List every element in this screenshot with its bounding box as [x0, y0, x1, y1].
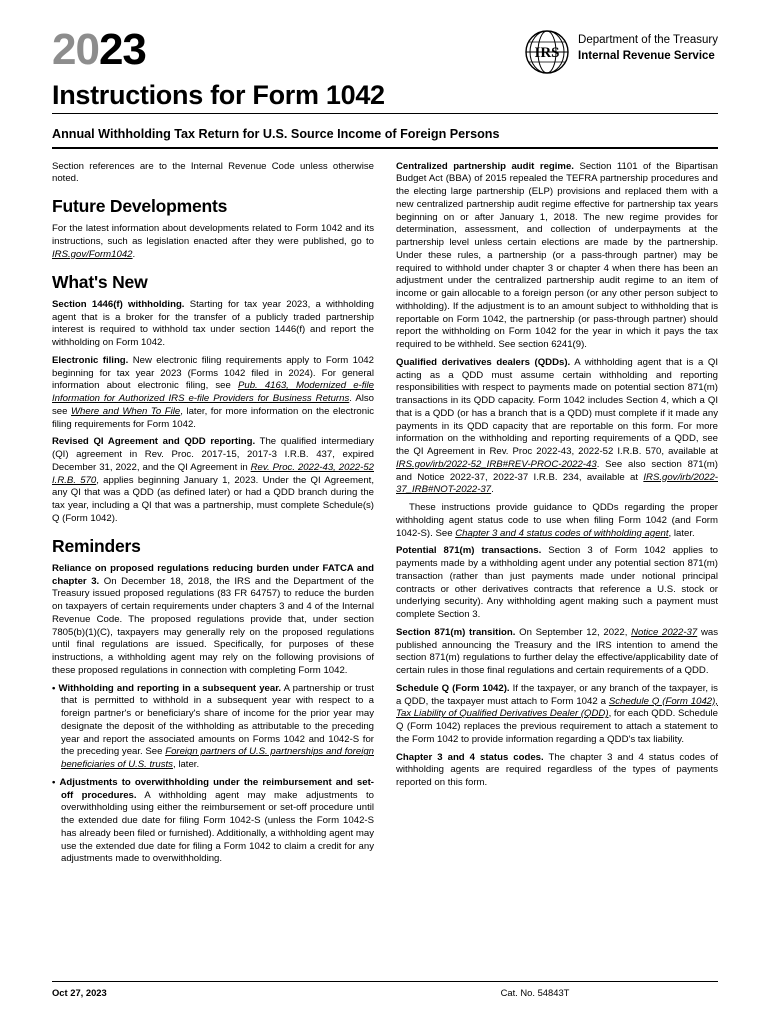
page-footer: [52, 981, 718, 998]
title-rule: [52, 113, 718, 114]
body-qdd-c: .: [491, 484, 494, 496]
masthead: [52, 26, 718, 74]
agency-dept-line: Department of the Treasury: [578, 34, 718, 46]
irs-form-1042-link[interactable]: IRS.gov/Form1042: [52, 248, 133, 260]
body-electronic-filing-c: , later, for more information on the electronic filing requirements for Form 1042.: [52, 405, 374, 430]
body-subsequent-year-b: , later.: [172, 759, 200, 771]
schedule-q-link[interactable]: Schedule Q (Form 1042), Tax Liability of Qualified Derivatives Dealer (QDD): [396, 695, 718, 720]
body-status-codes: The chapter 3 and 4 status codes of withholding agents are required regardless of the types of payments reported on this form.: [396, 751, 719, 788]
run-in-schedule-q: Schedule Q (Form 1042).: [396, 682, 510, 694]
agency-block: [525, 30, 718, 74]
run-in-subsequent-year: Withholding and reporting in a subsequent year.: [58, 682, 282, 694]
tax-year-prefix: 20: [52, 25, 99, 74]
body-qdd-guidance-b: , later.: [668, 527, 695, 539]
run-in-871m-transition: Section 871(m) transition.: [396, 626, 516, 638]
body-electronic-filing-a: New electronic filing requirements apply to Form 1042 beginning for tax year 2023 (Forms 1042 filed in 2024). For general information about electronic filing, see: [52, 354, 374, 392]
heading-whats-new: What's New: [52, 271, 148, 292]
body-qi-agreement-b: , applies beginning January 1, 2023. Under the QI Agreement, any QI that was a QDD (as defined later) or had a QDD branch during the tax year, including a QI that was a partnership, must complete Schedule(s) Q (Form 1042).: [52, 474, 374, 524]
para-qdd: [396, 357, 718, 497]
body-schedule-q-b: , for each QDD. Schedule Q (Form 1042) replaces the previous requirement to attach a statement to the Form 1042 to provide information regarding a QDD's tax liability.: [396, 708, 718, 745]
bullet-subsequent-year: [52, 683, 374, 772]
footer-date: Oct 27, 2023: [52, 987, 107, 998]
run-in-qdd: Qualified derivatives dealers (QDDs).: [396, 356, 571, 368]
body-871m-transition-b: was published announcing the Treasury and the IRS intention to amend the section 871(m) regulations to further delay the effective/applicability date of certain rules in those final regulations and certain requirements of a QDD.: [396, 626, 719, 676]
para-centralized-audit-regime: [396, 161, 718, 352]
run-in-qi-agreement: Revised QI Agreement and QDD reporting.: [52, 436, 256, 448]
body-reliance: On December 18, 2018, the IRS and the Department of the Treasury issued proposed regulations (83 FR 64757) to reduce the burden on taxpayers of certain requirements under chapters 3 and 4 of the Internal Revenue Code. The proposed regulations provide that, under section 7805(b)(1)(C), taxpayers may generally rely on the proposed regulations until final regulations are issued. Specifically, for purposes of these instructions, a withholding agent may rely on the following provisions of these proposed regulations in connection with completing Form 1042.: [52, 575, 374, 676]
future-text-a: For the latest information about developments related to Form 1042 and its instructions, such as legislation enacted after they were published, go to: [52, 223, 374, 248]
body-electronic-filing-b: . Also see: [52, 393, 375, 417]
para-871m-transition: [396, 627, 718, 678]
page-title: Instructions for Form 1042: [52, 80, 385, 110]
para-status-codes: [396, 752, 718, 790]
irb-2022-52-link[interactable]: IRS.gov/irb/2022-52_IRB#REV-PROC-2022-43: [396, 458, 597, 470]
page-subtitle: Annual Withholding Tax Return for U.S. Source Income of Foreign Persons: [52, 127, 500, 141]
agency-irs-line: Internal Revenue Service: [578, 49, 715, 62]
section-reference-note: Section references are to the Internal Revenue Code unless otherwise noted.: [52, 160, 374, 185]
body-subsequent-year-a: A partnership or trust that is permitted to withhold in a subsequent year with respect to a foreign partner's or beneficiary's share of income for the prior year may designate the deposit of the withholding as attributable to the preceding year and report the associated amounts on Forms 1042 and 1042-S for the preceding year. See: [61, 682, 375, 758]
tax-year: [52, 25, 146, 74]
run-in-overwithholding: Adjustments to overwithholding under the reimbursement and set-off procedures.: [59, 776, 374, 801]
rev-proc-2022-43-link[interactable]: Rev. Proc. 2022-43, 2022-52 I.R.B. 570: [52, 461, 374, 486]
para-electronic-filing: [52, 355, 374, 432]
para-1446f-withholding: [52, 299, 374, 350]
footer-catalog-number: Cat. No. 54843T: [500, 987, 570, 998]
pub-4163-link[interactable]: Pub. 4163, Modernized e-file Information for Authorized IRS e-file Providers for Business Returns: [52, 380, 375, 405]
future-developments-paragraph: [52, 223, 374, 261]
irb-2022-37-link[interactable]: IRS.gov/irb/2022-37_IRB#NOT-2022-37: [396, 471, 718, 496]
body-potential-871m: Section 3 of Form 1042 applies to payments made by a withholding agent under any potential section 871(m) transaction (rather than just payments made under notional principal contracts or other derivatives contracts that reference a U.S. stock or underlying security). Any withholding agent making such a payment must complete Section 3.: [396, 545, 719, 620]
body-qi-agreement-a: The qualified intermediary (QI) agreement in Rev. Proc. 2017-15, 2017-3 I.R.B. 437, expired December 31, 2022, and the QI Agreement in: [52, 436, 374, 473]
body-overwithholding: A withholding agent may make adjustments to overwithholding using either the reimbursement or set-off procedure until the extended due date for filing Form 1042-S (unless the Form 1042-S has already been filed or furnished). Additionally, a withholding agent may use the extended due date for filing a Form 1042 to claim a credit for any adjustments made to overwithholding.: [61, 789, 374, 865]
body-qdd-a: A withholding agent that is a QI acting as a QDD must assume certain withholding and reporting responsibilities with respect to payments made on potential section 871(m) transactions in its QDD capacity. Form 1042 includes Section 4, which a QI that is a QDD (or has a branch that is a QDD) must complete if it made any payments in its QDD capacity that are reportable on this form. For more information on the withholding and reporting requirements of a QDD, see the QI Agreement in Rev. Proc 2022-43, 2022-52 I.R.B. 570, available at: [396, 356, 718, 457]
chapter-3-4-status-codes-link[interactable]: Chapter 3 and 4 status codes of withholding agent: [455, 527, 669, 539]
body-columns: [52, 161, 718, 872]
foreign-partners-link[interactable]: Foreign partners of U.S. partnerships and foreign beneficiaries of U.S. trusts: [61, 746, 374, 771]
body-centralized-audit: Section 1101 of the Bipartisan Budget Act (BBA) of 2015 repealed the TEFRA partnership procedures and the electing large partnership (ELP) provisions and replaced them with a new centralized partnership audit regime effective for partnership tax years beginning on or after January 1, 2018. The new regime provides for determination, assessment, and collection of underpayments at the partnership level unless certain elections are made by the partnership. Under these rules, a partnership (or a pass-through partner) may be required to withhold under chapter 3 or chapter 4 when there has been an adjustment under the centralized partnership audit regime to an item of income or gain allocable to a foreign person (or any other person subject to withholding). If the adjustment is to an amount subject to withholding that is reportable on Form 1042, the partnership (or pass-through partner) should report the withholding on Form 1042 for the year in which it pays the tax required to be withheld. See section 6241(9).: [396, 160, 718, 350]
body-qdd-guidance-a: These instructions provide guidance to QDDs regarding the proper withholding agent status code to use when filing Form 1042 (and Form 1042-S). See: [396, 502, 718, 539]
para-schedule-q: [396, 683, 718, 747]
body-qdd-b: . See also section 871(m) and Notice 2022-37, 2022-37 I.R.B. 234, available at: [396, 458, 718, 483]
para-potential-871m: [396, 545, 718, 622]
para-reliance-proposed-regs: [52, 563, 374, 678]
agency-name: [578, 30, 718, 64]
body-871m-transition-a: On September 12, 2022,: [515, 626, 632, 638]
body-schedule-q-a: If the taxpayer, or any branch of the taxpayer, is a QDD, the taxpayer must attach to Form 1042 a: [396, 682, 718, 707]
heading-future-developments: Future Developments: [52, 196, 228, 216]
notice-2022-37-link[interactable]: Notice 2022-37: [631, 626, 698, 638]
future-text-b: .: [132, 248, 136, 260]
heading-reminders: Reminders: [52, 535, 141, 556]
run-in-potential-871m: Potential 871(m) transactions.: [396, 545, 542, 557]
run-in-reliance: Reliance on proposed regulations reducing burden under FATCA and chapter 3.: [52, 562, 374, 587]
run-in-status-codes: Chapter 3 and 4 status codes.: [396, 751, 544, 763]
run-in-electronic-filing: Electronic filing.: [52, 354, 129, 366]
svg-text:IRS: IRS: [534, 45, 560, 61]
tax-year-suffix: 23: [98, 25, 146, 74]
where-and-when-to-file-link[interactable]: Where and When To File: [71, 405, 181, 417]
para-qi-agreement: [52, 436, 374, 525]
subtitle-rule: [52, 147, 718, 149]
bullet-overwithholding-adjustments: [52, 777, 374, 866]
right-column: [396, 161, 718, 872]
run-in-1446f: Section 1446(f) withholding.: [52, 298, 185, 310]
body-1446f: Starting for tax year 2023, a withholding agent that is a broker for the transfer of a publicly traded partnership interest is required to withhold tax under section 1446(f) and report the withholding on Form 1042.: [52, 298, 374, 349]
left-column: [52, 161, 374, 872]
run-in-centralized-audit: Centralized partnership audit regime.: [396, 160, 574, 172]
irs-seal-icon: [525, 30, 569, 74]
para-qdd-guidance: [396, 502, 718, 540]
